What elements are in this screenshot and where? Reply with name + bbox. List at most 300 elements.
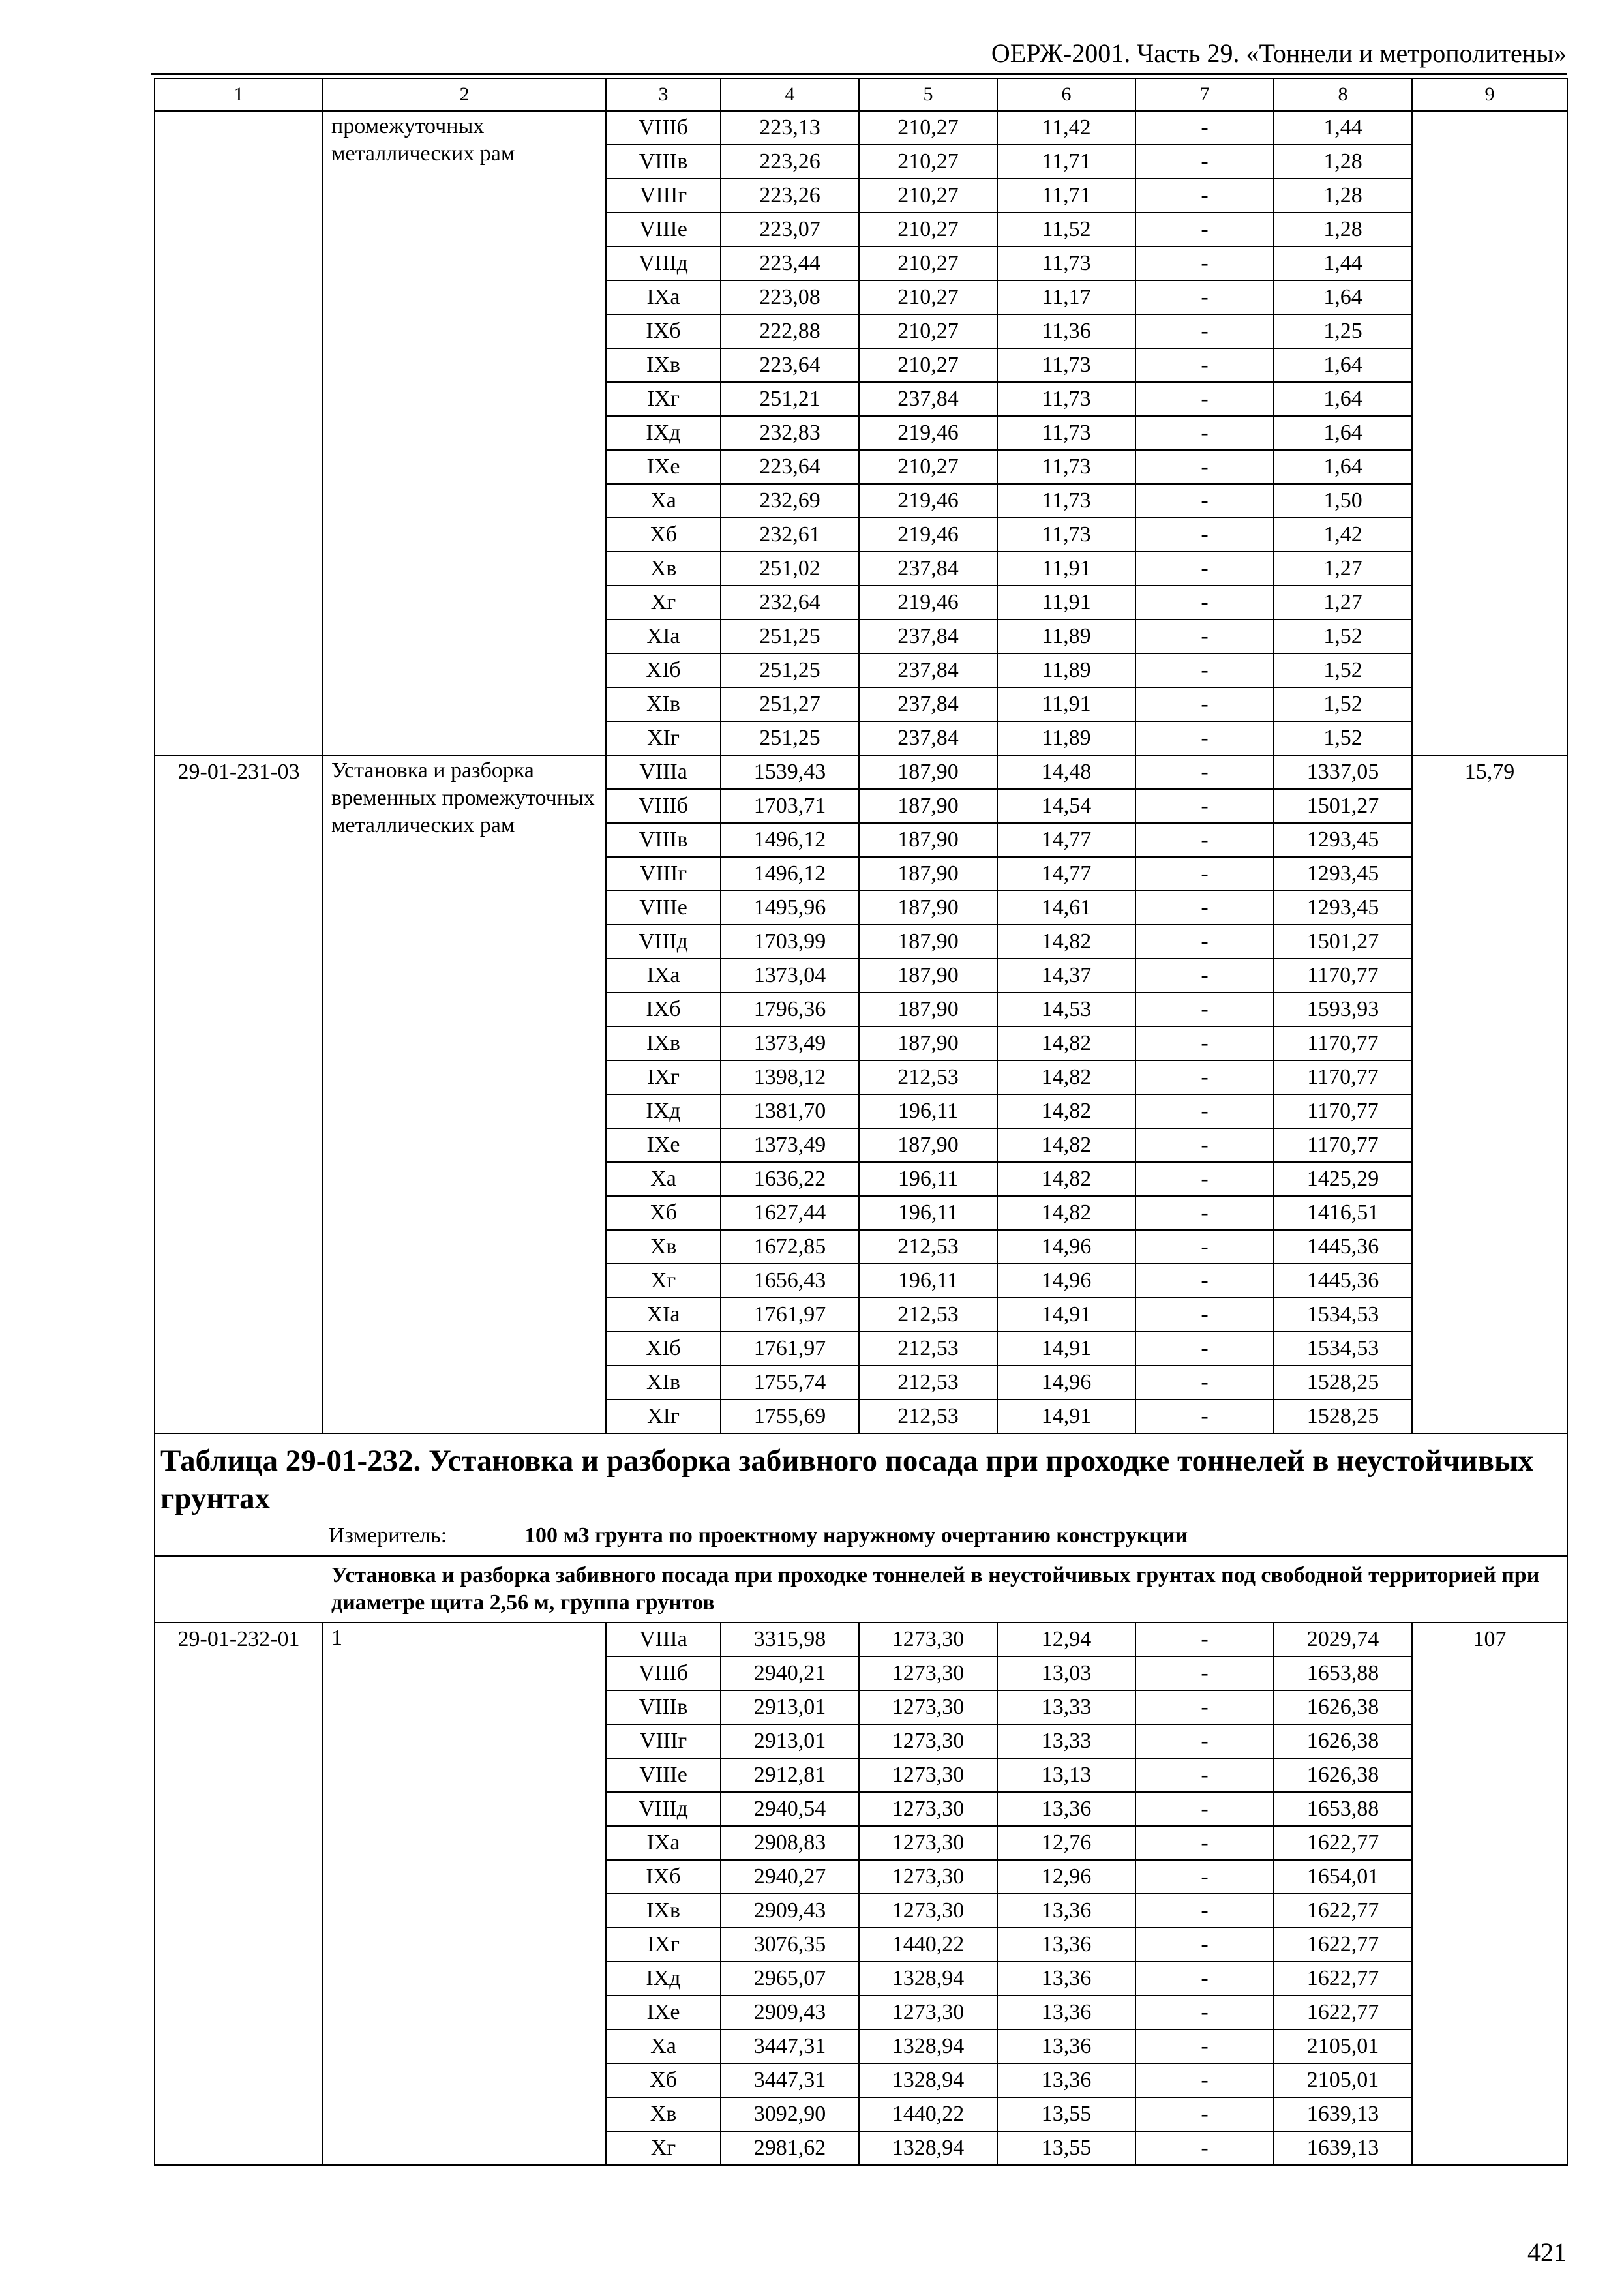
value-cell: 1534,53 [1274,1332,1412,1366]
value-cell: 14,82 [997,925,1135,959]
value-cell: - [1135,1298,1274,1332]
value-cell: 1626,38 [1274,1758,1412,1792]
value-cell: - [1135,450,1274,484]
value-cell: 1627,44 [721,1196,859,1230]
value-cell: 1626,38 [1274,1724,1412,1758]
value-cell: 210,27 [859,280,997,314]
value-cell: 1703,99 [721,925,859,959]
value-cell: - [1135,1724,1274,1758]
value-cell: 3076,35 [721,1928,859,1962]
value-cell: - [1135,1264,1274,1298]
work-description: промежуточных металлических рам [323,111,606,755]
soil-group-cell: Xг [606,586,721,620]
value-cell: - [1135,1162,1274,1196]
value-cell: - [1135,1623,1274,1656]
value-cell: 11,89 [997,653,1135,687]
value-cell: - [1135,416,1274,450]
value-cell: - [1135,552,1274,586]
soil-group-cell: Xа [606,484,721,518]
value-cell: 13,36 [997,1894,1135,1928]
soil-group-cell: VIIIб [606,1656,721,1690]
soil-group-cell: Xв [606,2097,721,2131]
value-cell: 210,27 [859,247,997,280]
value-cell: 11,91 [997,586,1135,620]
value-cell: 1328,94 [859,2131,997,2165]
value-cell: 13,55 [997,2097,1135,2131]
value-cell: 2940,54 [721,1792,859,1826]
value-cell: 11,91 [997,687,1135,721]
soil-group-cell: IXе [606,1996,721,2029]
soil-group-cell: IXг [606,1928,721,1962]
value-cell: - [1135,1094,1274,1128]
value-cell: 187,90 [859,1026,997,1060]
value-cell: - [1135,2063,1274,2097]
soil-group-cell: VIIIв [606,145,721,179]
value-cell: 1672,85 [721,1230,859,1264]
table-row [155,755,1567,789]
value-cell: 1273,30 [859,1792,997,1826]
value-cell: 13,03 [997,1656,1135,1690]
value-cell: - [1135,789,1274,823]
value-cell: 187,90 [859,993,997,1026]
value-cell: 1622,77 [1274,1928,1412,1962]
value-cell: 210,27 [859,145,997,179]
value-cell: 210,27 [859,450,997,484]
value-cell: 237,84 [859,552,997,586]
value-cell: 2909,43 [721,1894,859,1928]
value-cell: 12,94 [997,1623,1135,1656]
column-number: 5 [859,78,997,111]
value-cell: - [1135,1128,1274,1162]
value-cell: - [1135,1826,1274,1860]
value-cell: 1622,77 [1274,1894,1412,1928]
value-cell: 1,52 [1274,687,1412,721]
value-cell: - [1135,653,1274,687]
value-cell: 251,02 [721,552,859,586]
value-cell: 11,73 [997,450,1135,484]
value-cell: 1622,77 [1274,1996,1412,2029]
soil-group-cell: XIв [606,1366,721,1399]
value-cell: 1170,77 [1274,1060,1412,1094]
soil-group-cell: Xа [606,2029,721,2063]
value-cell: 212,53 [859,1399,997,1433]
value-cell: 1496,12 [721,823,859,857]
value-cell: 11,73 [997,382,1135,416]
soil-group-cell: IXа [606,1826,721,1860]
value-cell: 1273,30 [859,1758,997,1792]
value-cell: 14,91 [997,1332,1135,1366]
value-cell: 14,96 [997,1230,1135,1264]
value-cell: 12,96 [997,1860,1135,1894]
soil-group-cell: VIIIд [606,247,721,280]
value-cell: 3447,31 [721,2063,859,2097]
value-cell: 13,13 [997,1758,1135,1792]
table-row [155,111,1567,145]
value-cell: 13,33 [997,1724,1135,1758]
value-cell: 1273,30 [859,1656,997,1690]
value-cell: 1440,22 [859,2097,997,2131]
value-cell: - [1135,925,1274,959]
table-row [155,1623,1567,1656]
value-cell: 11,71 [997,145,1135,179]
value-cell: - [1135,179,1274,213]
value-cell: - [1135,1996,1274,2029]
column-number: 8 [1274,78,1412,111]
meter-label: Измеритель: [329,1523,447,1548]
value-cell: 223,26 [721,145,859,179]
value-cell: 212,53 [859,1298,997,1332]
value-cell: - [1135,1332,1274,1366]
meter-line [329,1521,1561,1550]
value-cell: 1,64 [1274,416,1412,450]
value-cell: 1,44 [1274,247,1412,280]
value-cell: 2913,01 [721,1690,859,1724]
value-cell: 1,42 [1274,518,1412,552]
value-cell: 212,53 [859,1332,997,1366]
value-cell: 210,27 [859,314,997,348]
value-cell: 223,64 [721,450,859,484]
soil-group-cell: VIIIг [606,1724,721,1758]
value-cell: 13,36 [997,1996,1135,2029]
value-cell: - [1135,1060,1274,1094]
value-cell: - [1135,1026,1274,1060]
table-heading-cell [155,1433,1567,1556]
value-cell: 1501,27 [1274,789,1412,823]
soil-group-cell: XIб [606,1332,721,1366]
value-cell: 210,27 [859,348,997,382]
value-cell: 1273,30 [859,1826,997,1860]
soil-group-cell: IXв [606,348,721,382]
value-cell: - [1135,484,1274,518]
value-cell: - [1135,1196,1274,1230]
value-cell: 1373,49 [721,1026,859,1060]
value-cell: 1,28 [1274,145,1412,179]
labor-cost-cell: 15,79 [1412,755,1567,1433]
soil-group-cell: IXд [606,1094,721,1128]
value-cell: 1273,30 [859,1894,997,1928]
value-cell: 1,52 [1274,721,1412,755]
value-cell: 1761,97 [721,1298,859,1332]
value-cell: 13,55 [997,2131,1135,2165]
value-cell: 14,48 [997,755,1135,789]
soil-group-cell: XIв [606,687,721,721]
rates-table-body [155,78,1567,2165]
value-cell: - [1135,1690,1274,1724]
value-cell: 2909,43 [721,1996,859,2029]
value-cell: - [1135,1962,1274,1996]
value-cell: - [1135,1656,1274,1690]
value-cell: 1653,88 [1274,1792,1412,1826]
value-cell: 196,11 [859,1162,997,1196]
value-cell: - [1135,959,1274,993]
soil-group-cell: IXд [606,1962,721,1996]
value-cell: - [1135,620,1274,653]
value-cell: 1273,30 [859,1724,997,1758]
value-cell: 251,27 [721,687,859,721]
value-cell: 210,27 [859,213,997,247]
value-cell: 1445,36 [1274,1230,1412,1264]
value-cell: 212,53 [859,1060,997,1094]
value-cell: 1654,01 [1274,1860,1412,1894]
value-cell: 3447,31 [721,2029,859,2063]
value-cell: 1495,96 [721,891,859,925]
value-cell: 222,88 [721,314,859,348]
value-cell: 11,71 [997,179,1135,213]
soil-group-cell: Xв [606,1230,721,1264]
value-cell: 14,91 [997,1298,1135,1332]
value-cell: - [1135,687,1274,721]
value-cell: 1328,94 [859,1962,997,1996]
soil-group-cell: VIIIг [606,857,721,891]
value-cell: 1328,94 [859,2029,997,2063]
value-cell: 1622,77 [1274,1826,1412,1860]
value-cell: 2940,21 [721,1656,859,1690]
value-cell: 2029,74 [1274,1623,1412,1656]
soil-group-cell: VIIIе [606,1758,721,1792]
value-cell: 1,64 [1274,450,1412,484]
value-cell: - [1135,1366,1274,1399]
value-cell: 237,84 [859,687,997,721]
value-cell: 1,50 [1274,484,1412,518]
value-cell: 2965,07 [721,1962,859,1996]
value-cell: 1293,45 [1274,857,1412,891]
value-cell: - [1135,891,1274,925]
value-cell: 223,44 [721,247,859,280]
value-cell: 237,84 [859,620,997,653]
value-cell: - [1135,280,1274,314]
value-cell: 1626,38 [1274,1690,1412,1724]
value-cell: - [1135,382,1274,416]
soil-group-cell: Xб [606,518,721,552]
value-cell: 1,27 [1274,586,1412,620]
value-cell: 237,84 [859,653,997,687]
column-number-row [155,78,1567,111]
value-cell: 1534,53 [1274,1298,1412,1332]
soil-group-cell: VIIIб [606,111,721,145]
value-cell: 223,64 [721,348,859,382]
value-cell: - [1135,1230,1274,1264]
value-cell: 13,36 [997,2029,1135,2063]
soil-group-cell: Xв [606,552,721,586]
rate-code: 29-01-231-03 [155,755,323,1433]
header-rule [151,73,1567,75]
value-cell: 212,53 [859,1230,997,1264]
value-cell: 251,25 [721,653,859,687]
soil-group-cell: IXб [606,314,721,348]
value-cell: 219,46 [859,518,997,552]
value-cell: 223,26 [721,179,859,213]
value-cell: - [1135,2029,1274,2063]
soil-group-cell: VIIIд [606,1792,721,1826]
table-heading-row [155,1433,1567,1556]
value-cell: 1,64 [1274,348,1412,382]
value-cell: 11,73 [997,247,1135,280]
soil-group-cell: XIб [606,653,721,687]
soil-group-cell: IXе [606,450,721,484]
value-cell: 1539,43 [721,755,859,789]
value-cell: - [1135,1399,1274,1433]
soil-group-cell: VIIIа [606,755,721,789]
value-cell: 223,07 [721,213,859,247]
soil-group-cell: VIIIд [606,925,721,959]
soil-group-cell: IXе [606,1128,721,1162]
value-cell: 232,83 [721,416,859,450]
soil-group-cell: VIIIб [606,789,721,823]
value-cell: 2912,81 [721,1758,859,1792]
value-cell: 14,53 [997,993,1135,1026]
page-number: 421 [1527,2237,1567,2267]
value-cell: 187,90 [859,891,997,925]
column-number: 6 [997,78,1135,111]
value-cell: 251,25 [721,721,859,755]
value-cell: 1653,88 [1274,1656,1412,1690]
column-number: 9 [1412,78,1567,111]
value-cell: - [1135,823,1274,857]
value-cell: 210,27 [859,111,997,145]
labor-cost-cell: 107 [1412,1623,1567,2165]
value-cell: 1639,13 [1274,2131,1412,2165]
value-cell: 1,28 [1274,179,1412,213]
value-cell: 11,36 [997,314,1135,348]
soil-group-cell: Xб [606,2063,721,2097]
value-cell: - [1135,2097,1274,2131]
soil-group-cell: IXб [606,1860,721,1894]
value-cell: 1293,45 [1274,823,1412,857]
value-cell: 11,73 [997,416,1135,450]
value-cell: 196,11 [859,1094,997,1128]
value-cell: 11,89 [997,721,1135,755]
column-number: 4 [721,78,859,111]
value-cell: 3315,98 [721,1623,859,1656]
value-cell: 1440,22 [859,1928,997,1962]
value-cell: 1170,77 [1274,1026,1412,1060]
rate-code [155,111,323,755]
value-cell: - [1135,1758,1274,1792]
value-cell: 11,73 [997,484,1135,518]
column-number: 1 [155,78,323,111]
value-cell: 187,90 [859,1128,997,1162]
value-cell: 1,25 [1274,314,1412,348]
value-cell: - [1135,1894,1274,1928]
value-cell: 1273,30 [859,1690,997,1724]
section-heading-row [155,1556,1567,1623]
value-cell: 187,90 [859,959,997,993]
value-cell: 2105,01 [1274,2029,1412,2063]
value-cell: - [1135,247,1274,280]
value-cell: 2981,62 [721,2131,859,2165]
soil-group-cell: XIа [606,1298,721,1332]
soil-group-cell: IXа [606,280,721,314]
value-cell: 1501,27 [1274,925,1412,959]
soil-group-cell: IXг [606,382,721,416]
value-cell: 14,37 [997,959,1135,993]
soil-group-cell: XIг [606,1399,721,1433]
value-cell: 14,82 [997,1094,1135,1128]
value-cell: 251,25 [721,620,859,653]
value-cell: 14,82 [997,1128,1135,1162]
value-cell: 1,28 [1274,213,1412,247]
soil-group-cell: IXг [606,1060,721,1094]
value-cell: 11,73 [997,518,1135,552]
value-cell: 14,77 [997,857,1135,891]
value-cell: 1,52 [1274,620,1412,653]
value-cell: 1373,04 [721,959,859,993]
value-cell: 1639,13 [1274,2097,1412,2131]
value-cell: 1170,77 [1274,1128,1412,1162]
value-cell: 251,21 [721,382,859,416]
value-cell: 13,33 [997,1690,1135,1724]
value-cell: 1,44 [1274,111,1412,145]
value-cell: 1,64 [1274,382,1412,416]
value-cell: - [1135,1860,1274,1894]
value-cell: 11,17 [997,280,1135,314]
value-cell: 232,69 [721,484,859,518]
value-cell: 1528,25 [1274,1399,1412,1433]
soil-group-cell: VIIIв [606,823,721,857]
value-cell: 1,52 [1274,653,1412,687]
work-description: Установка и разборка временных промежуточных металлических рам [323,755,606,1433]
soil-group-cell: IXв [606,1026,721,1060]
soil-group-cell: Xг [606,1264,721,1298]
value-cell: 14,82 [997,1196,1135,1230]
value-cell: 210,27 [859,179,997,213]
page-header: ОЕРЖ-2001. Часть 29. «Тоннели и метрополитены» [991,38,1567,68]
value-cell: 1,64 [1274,280,1412,314]
value-cell: 1593,93 [1274,993,1412,1026]
value-cell: 14,61 [997,891,1135,925]
value-cell: 11,73 [997,348,1135,382]
value-cell: 223,13 [721,111,859,145]
value-cell: - [1135,2131,1274,2165]
value-cell: 237,84 [859,721,997,755]
value-cell: 1170,77 [1274,959,1412,993]
value-cell: 187,90 [859,857,997,891]
value-cell: 13,36 [997,2063,1135,2097]
value-cell: - [1135,145,1274,179]
value-cell: - [1135,518,1274,552]
value-cell: 1381,70 [721,1094,859,1128]
value-cell: - [1135,755,1274,789]
value-cell: - [1135,586,1274,620]
value-cell: 1622,77 [1274,1962,1412,1996]
value-cell: 1761,97 [721,1332,859,1366]
value-cell: 1373,49 [721,1128,859,1162]
value-cell: 3092,90 [721,2097,859,2131]
value-cell: 196,11 [859,1264,997,1298]
value-cell: 1273,30 [859,1996,997,2029]
value-cell: 12,76 [997,1826,1135,1860]
value-cell: 1416,51 [1274,1196,1412,1230]
value-cell: - [1135,314,1274,348]
value-cell: 11,42 [997,111,1135,145]
value-cell: 196,11 [859,1196,997,1230]
soil-group-cell: XIг [606,721,721,755]
value-cell: 1337,05 [1274,755,1412,789]
value-cell: 219,46 [859,416,997,450]
work-description: 1 [323,1623,606,2165]
soil-group-cell: IXа [606,959,721,993]
value-cell: 232,64 [721,586,859,620]
value-cell: 14,82 [997,1162,1135,1196]
value-cell: 1445,36 [1274,1264,1412,1298]
table-title: Таблица 29-01-232. Установка и разборка забивного посада при проходке тоннелей в неустойчивых грунтах [160,1444,1534,1516]
soil-group-cell: XIа [606,620,721,653]
value-cell: 1796,36 [721,993,859,1026]
labor-cost-cell [1412,111,1567,755]
value-cell: 14,82 [997,1060,1135,1094]
value-cell: - [1135,721,1274,755]
value-cell: 2105,01 [1274,2063,1412,2097]
